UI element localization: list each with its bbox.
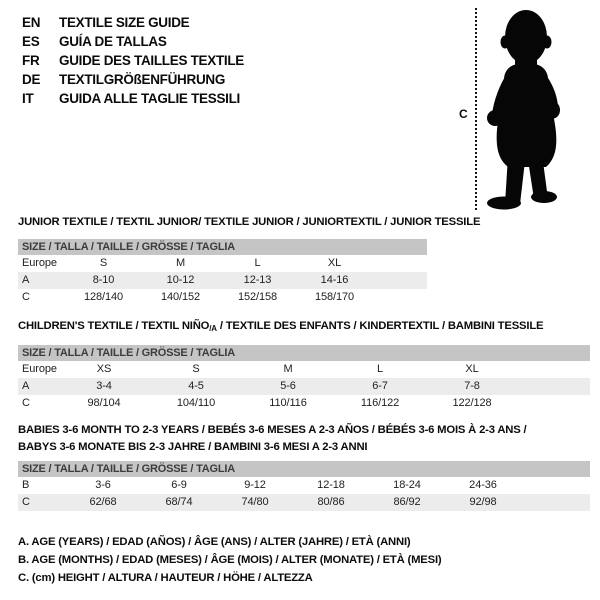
size-cell: S — [99, 257, 108, 269]
height-dotted-line — [475, 8, 477, 210]
row-label: C — [22, 291, 30, 303]
size-header-bar: SIZE / TALLA / TAILLE / GRÖSSE / TAGLIA — [18, 345, 590, 361]
size-header-bar: SIZE / TALLA / TAILLE / GRÖSSE / TAGLIA — [18, 239, 427, 255]
title-line-1: BABIES 3-6 MONTH TO 2-3 YEARS / BEBÉS 3-6 MESES A 2-3 AÑOS / BÉBÉS 3-6 MOIS À 2-3 ANS / — [18, 424, 527, 436]
language-title-block — [22, 13, 244, 108]
title-subscript: /A — [209, 324, 217, 333]
size-cell: 68/74 — [165, 496, 193, 508]
table-row-age — [18, 378, 590, 395]
title-part: / TEXTILE DES ENFANTS / KINDERTEXTIL / BAMBINI TESSILE — [216, 320, 544, 332]
section-title — [18, 320, 590, 335]
size-cell: L — [376, 363, 384, 375]
row-label: C — [22, 496, 30, 508]
children-size-table — [18, 345, 590, 412]
height-marker-label: C — [459, 107, 468, 121]
language-row-de — [22, 70, 244, 89]
size-cell: S — [192, 363, 200, 375]
row-label: C — [22, 397, 30, 409]
size-cell: 4-5 — [188, 380, 204, 392]
language-row-it — [22, 89, 244, 108]
size-cell: XL — [327, 257, 342, 269]
language-row-en — [22, 13, 244, 32]
table-row-europe — [18, 255, 427, 272]
legend-line-b: B. AGE (MONTHS) / EDAD (MESES) / ÂGE (MOIS) / ALTER (MONATE) / ETÀ (MESI) — [18, 554, 442, 566]
size-cell: 122/128 — [452, 397, 492, 409]
size-cell: 6-7 — [372, 380, 388, 392]
size-cell: 86/92 — [393, 496, 421, 508]
junior-size-table — [18, 239, 427, 306]
table-row-age — [18, 272, 427, 289]
row-label: A — [22, 274, 30, 286]
section-babies-textile — [18, 424, 590, 511]
size-cell: 110/116 — [269, 397, 307, 409]
size-cell: 62/68 — [89, 496, 117, 508]
language-code: EN — [22, 15, 41, 30]
size-cell: 6-9 — [171, 479, 187, 491]
language-code: FR — [22, 53, 40, 68]
measurement-legend — [18, 533, 441, 587]
language-code: IT — [22, 91, 34, 106]
row-label: Europe — [22, 257, 57, 269]
table-row-europe — [18, 361, 590, 378]
size-cell: 18-24 — [393, 479, 421, 491]
size-cell: M — [175, 257, 186, 269]
size-cell: 5-6 — [280, 380, 296, 392]
size-cell: 116/122 — [360, 397, 400, 409]
language-label: GUIDA ALLE TAGLIE TESSILI — [59, 91, 240, 106]
size-cell: 128/140 — [83, 291, 124, 303]
size-cell: 24-36 — [469, 479, 497, 491]
baby-toddler-silhouette-icon — [484, 6, 568, 212]
section-children-textile — [18, 320, 590, 412]
size-cell: L — [254, 257, 261, 269]
size-cell: 74/80 — [241, 496, 269, 508]
size-cell: 3-6 — [95, 479, 111, 491]
size-cell: 7-8 — [464, 380, 480, 392]
language-label: GUÍA DE TALLAS — [59, 34, 167, 49]
size-cell: 12-13 — [243, 274, 272, 286]
size-cell: 8-10 — [92, 274, 115, 286]
title-part: CHILDREN'S TEXTILE / TEXTIL NIÑO — [18, 320, 210, 332]
size-cell: 158/170 — [314, 291, 355, 303]
size-cell: 92/98 — [469, 496, 497, 508]
legend-line-a: A. AGE (YEARS) / EDAD (AÑOS) / ÂGE (ANS) / ALTER (JAHRE) / ETÀ (ANNI) — [18, 536, 411, 548]
size-cell: 12-18 — [317, 479, 345, 491]
table-row-months — [18, 477, 590, 494]
size-cell: M — [283, 363, 293, 375]
size-cell: XS — [96, 363, 112, 375]
size-cell: 140/152 — [160, 291, 201, 303]
height-figure — [458, 5, 598, 215]
size-cell: 9-12 — [244, 479, 266, 491]
section-title: JUNIOR TEXTILE / TEXTIL JUNIOR/ TEXTILE JUNIOR / JUNIORTEXTIL / JUNIOR TESSILE — [18, 216, 481, 228]
size-cell: 98/104 — [87, 397, 121, 409]
language-label: GUIDE DES TAILLES TEXTILE — [59, 53, 245, 68]
language-label: TEXTILE SIZE GUIDE — [59, 15, 190, 30]
row-label: Europe — [22, 363, 57, 375]
size-cell: 10-12 — [166, 274, 195, 286]
size-header-bar: SIZE / TALLA / TAILLE / GRÖSSE / TAGLIA — [18, 461, 590, 477]
table-row-height — [18, 494, 590, 511]
size-cell: XL — [465, 363, 479, 375]
language-row-es — [22, 32, 244, 51]
section-title — [18, 424, 590, 454]
title-line-2: BABYS 3-6 MONATE BIS 2-3 JAHRE / BAMBINI 3-6 MESI A 2-3 ANNI — [18, 441, 368, 453]
babies-size-table — [18, 461, 590, 511]
legend-line-c: C. (cm) HEIGHT / ALTURA / HAUTEUR / HÖHE / ALTEZZA — [18, 572, 313, 584]
table-row-height — [18, 395, 590, 412]
size-cell: 14-16 — [320, 274, 349, 286]
size-cell: 152/158 — [237, 291, 278, 303]
row-label: A — [22, 380, 30, 392]
language-row-fr — [22, 51, 244, 70]
size-cell: 104/110 — [176, 397, 216, 409]
table-row-height — [18, 289, 427, 306]
section-junior-textile — [18, 216, 480, 306]
size-cell: 80/86 — [317, 496, 345, 508]
row-label: B — [22, 479, 30, 491]
size-cell: 3-4 — [96, 380, 112, 392]
language-label: TEXTILGRÖßENFÜHRUNG — [59, 72, 226, 87]
language-code: DE — [22, 72, 41, 87]
language-code: ES — [22, 34, 40, 49]
